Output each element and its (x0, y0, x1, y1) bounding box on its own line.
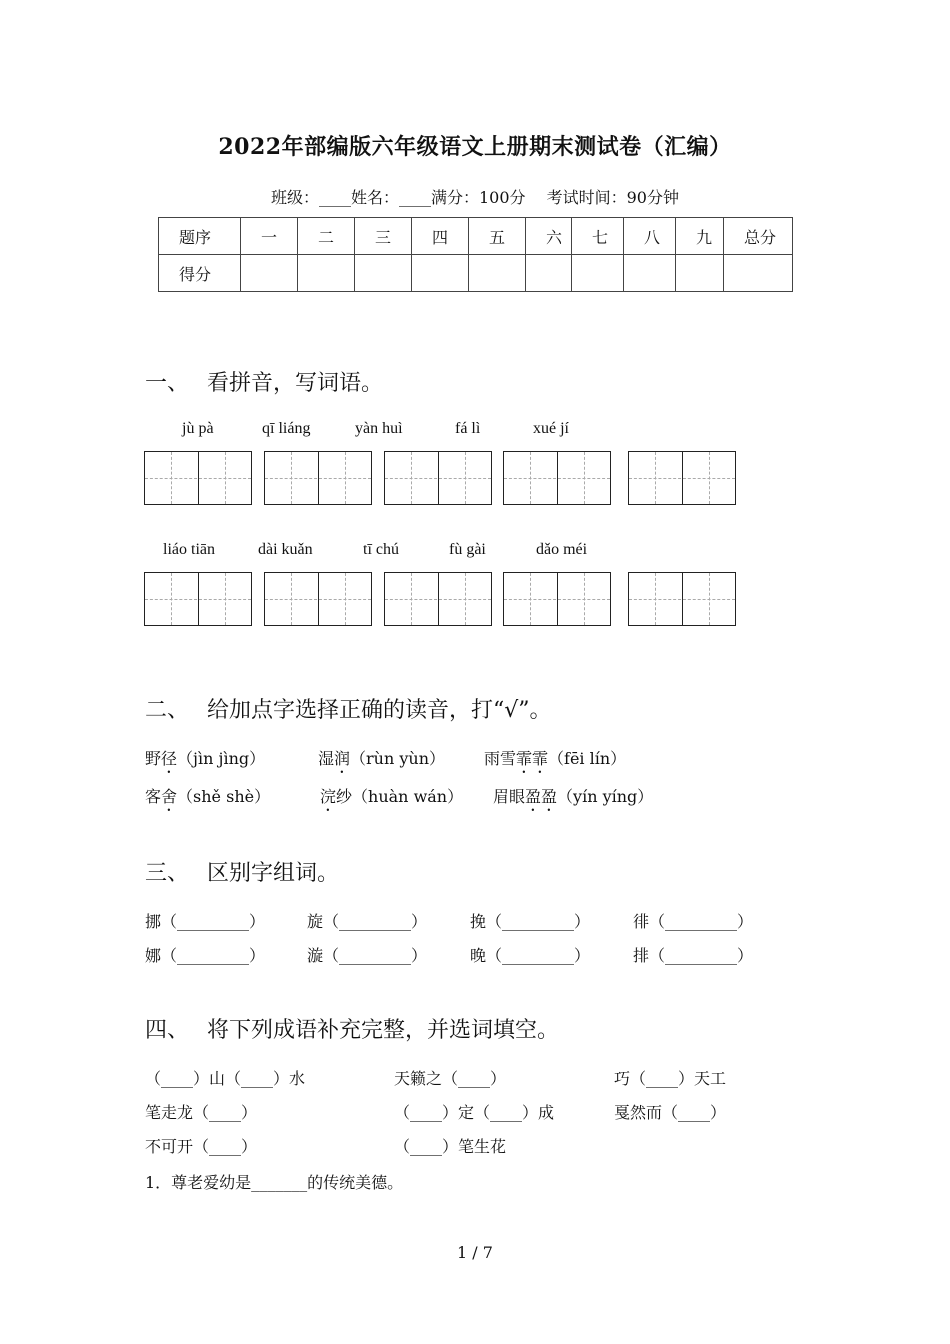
score-cell[interactable] (526, 255, 572, 292)
writing-grid[interactable] (264, 451, 372, 505)
score-cell[interactable] (676, 255, 724, 292)
pinyin-options: （huàn wán） (352, 787, 464, 806)
page-number: 1 / 7 (457, 1243, 493, 1262)
exam-info: 班级：____姓名：____满分：100分 考试时间：90分钟 (271, 188, 679, 207)
score-cell[interactable] (355, 255, 412, 292)
section-3-heading (145, 856, 339, 887)
idiom-blank[interactable]: 笔走龙（____） (145, 1103, 258, 1122)
pinyin-label: tī chú (363, 541, 399, 558)
idiom-blank[interactable]: （____）笔生花 (394, 1137, 507, 1156)
table-cell: 三 (355, 218, 412, 255)
pinyin-label: liáo tiān (163, 541, 215, 558)
section-number: 二、 (145, 698, 190, 723)
table-cell: 得分 (159, 255, 241, 292)
pronunciation-item[interactable] (484, 746, 626, 777)
word-blank[interactable]: 晚（_________） (470, 946, 591, 965)
item-text: 湿 (318, 749, 335, 768)
pinyin-label: fá lì (455, 420, 481, 437)
word-blank[interactable]: 排（_________） (633, 946, 754, 965)
writing-grid[interactable] (628, 451, 736, 505)
page-title: 2022年部编版六年级语文上册期末测试卷（汇编） (218, 134, 732, 160)
pronunciation-item[interactable] (320, 784, 463, 815)
word-blank[interactable]: 旋（_________） (307, 912, 428, 931)
table-cell: 总分 (724, 218, 793, 255)
score-cell[interactable] (412, 255, 469, 292)
idiom-blank[interactable]: （____）山（____）水 (145, 1069, 306, 1088)
section-1-heading (145, 366, 383, 397)
item-text: 眉眼 (493, 787, 526, 806)
word-blank[interactable]: 漩（_________） (307, 946, 428, 965)
idiom-blank[interactable]: 戛然而（____） (614, 1103, 727, 1122)
section-title: 给加点字选择正确的读音，打“√”。 (207, 698, 552, 723)
pinyin-label: dǎo méi (536, 541, 588, 558)
score-cell[interactable] (572, 255, 624, 292)
section-title: 看拼音，写词语。 (207, 371, 384, 396)
word-blank[interactable]: 挽（_________） (470, 912, 591, 931)
pinyin-options: （jìn jìng） (177, 749, 266, 768)
pronunciation-item[interactable] (493, 784, 653, 815)
writing-grid[interactable] (144, 451, 252, 505)
pinyin-label: fù gài (449, 541, 486, 558)
pinyin-label: xué jí (533, 420, 569, 437)
pinyin-label: dài kuǎn (258, 541, 313, 558)
pinyin-options: （shě shè） (177, 787, 271, 806)
table-cell: 七 (572, 218, 624, 255)
pronunciation-item[interactable] (145, 746, 265, 777)
score-cell[interactable] (298, 255, 355, 292)
item-text: 纱 (336, 787, 353, 806)
section-title: 区别字组词。 (207, 861, 340, 886)
writing-grid[interactable] (384, 572, 492, 626)
dotted-char: 浣 (320, 787, 337, 806)
writing-grid[interactable] (503, 572, 611, 626)
writing-grid[interactable] (503, 451, 611, 505)
writing-grid[interactable] (144, 572, 252, 626)
table-cell: 九 (676, 218, 724, 255)
fill-in-question[interactable]: 1．尊老爱幼是_______的传统美德。 (145, 1173, 404, 1192)
item-text: 客 (145, 787, 162, 806)
score-table (158, 217, 793, 292)
table-cell: 一 (241, 218, 298, 255)
word-blank[interactable]: 娜（_________） (145, 946, 266, 965)
table-cell: 八 (624, 218, 676, 255)
score-cell[interactable] (469, 255, 526, 292)
section-number: 三、 (145, 861, 190, 886)
idiom-blank[interactable]: 不可开（____） (145, 1137, 258, 1156)
item-text: 野 (145, 749, 162, 768)
pronunciation-item[interactable] (318, 746, 445, 777)
table-cell: 六 (526, 218, 572, 255)
table-cell: 题序 (159, 218, 241, 255)
score-cell[interactable] (241, 255, 298, 292)
section-number: 四、 (145, 1018, 190, 1043)
score-table-header-row (159, 218, 793, 255)
writing-grid[interactable] (384, 451, 492, 505)
item-text: 雨雪 (484, 749, 517, 768)
idiom-blank[interactable]: 巧（____）天工 (614, 1069, 727, 1088)
pinyin-options: （rùn yùn） (350, 749, 446, 768)
pinyin-label: jù pà (182, 420, 214, 437)
word-blank[interactable]: 挪（_________） (145, 912, 266, 931)
section-number: 一、 (145, 371, 190, 396)
score-cell[interactable] (724, 255, 793, 292)
idiom-blank[interactable]: 天籁之（____） (394, 1069, 507, 1088)
pinyin-options: （yín yíng） (557, 787, 654, 806)
section-4-heading (145, 1013, 559, 1044)
pinyin-label: qī liáng (262, 420, 311, 437)
score-cell[interactable] (624, 255, 676, 292)
dotted-char: 径 (161, 749, 178, 768)
section-2-heading (145, 693, 552, 724)
idiom-blank[interactable]: （____）定（____）成 (394, 1103, 555, 1122)
pronunciation-item[interactable] (145, 784, 270, 815)
score-table-score-row (159, 255, 793, 292)
dotted-char: 霏霏 (516, 749, 549, 768)
writing-grid[interactable] (628, 572, 736, 626)
dotted-char: 舍 (161, 787, 178, 806)
dotted-char: 盈盈 (525, 787, 558, 806)
table-cell: 五 (469, 218, 526, 255)
word-blank[interactable]: 徘（_________） (633, 912, 754, 931)
pinyin-options: （fēi lín） (548, 749, 627, 768)
section-title: 将下列成语补充完整，并选词填空。 (207, 1018, 560, 1043)
table-cell: 二 (298, 218, 355, 255)
pinyin-label: yàn huì (355, 420, 403, 437)
dotted-char: 润 (334, 749, 351, 768)
table-cell: 四 (412, 218, 469, 255)
writing-grid[interactable] (264, 572, 372, 626)
